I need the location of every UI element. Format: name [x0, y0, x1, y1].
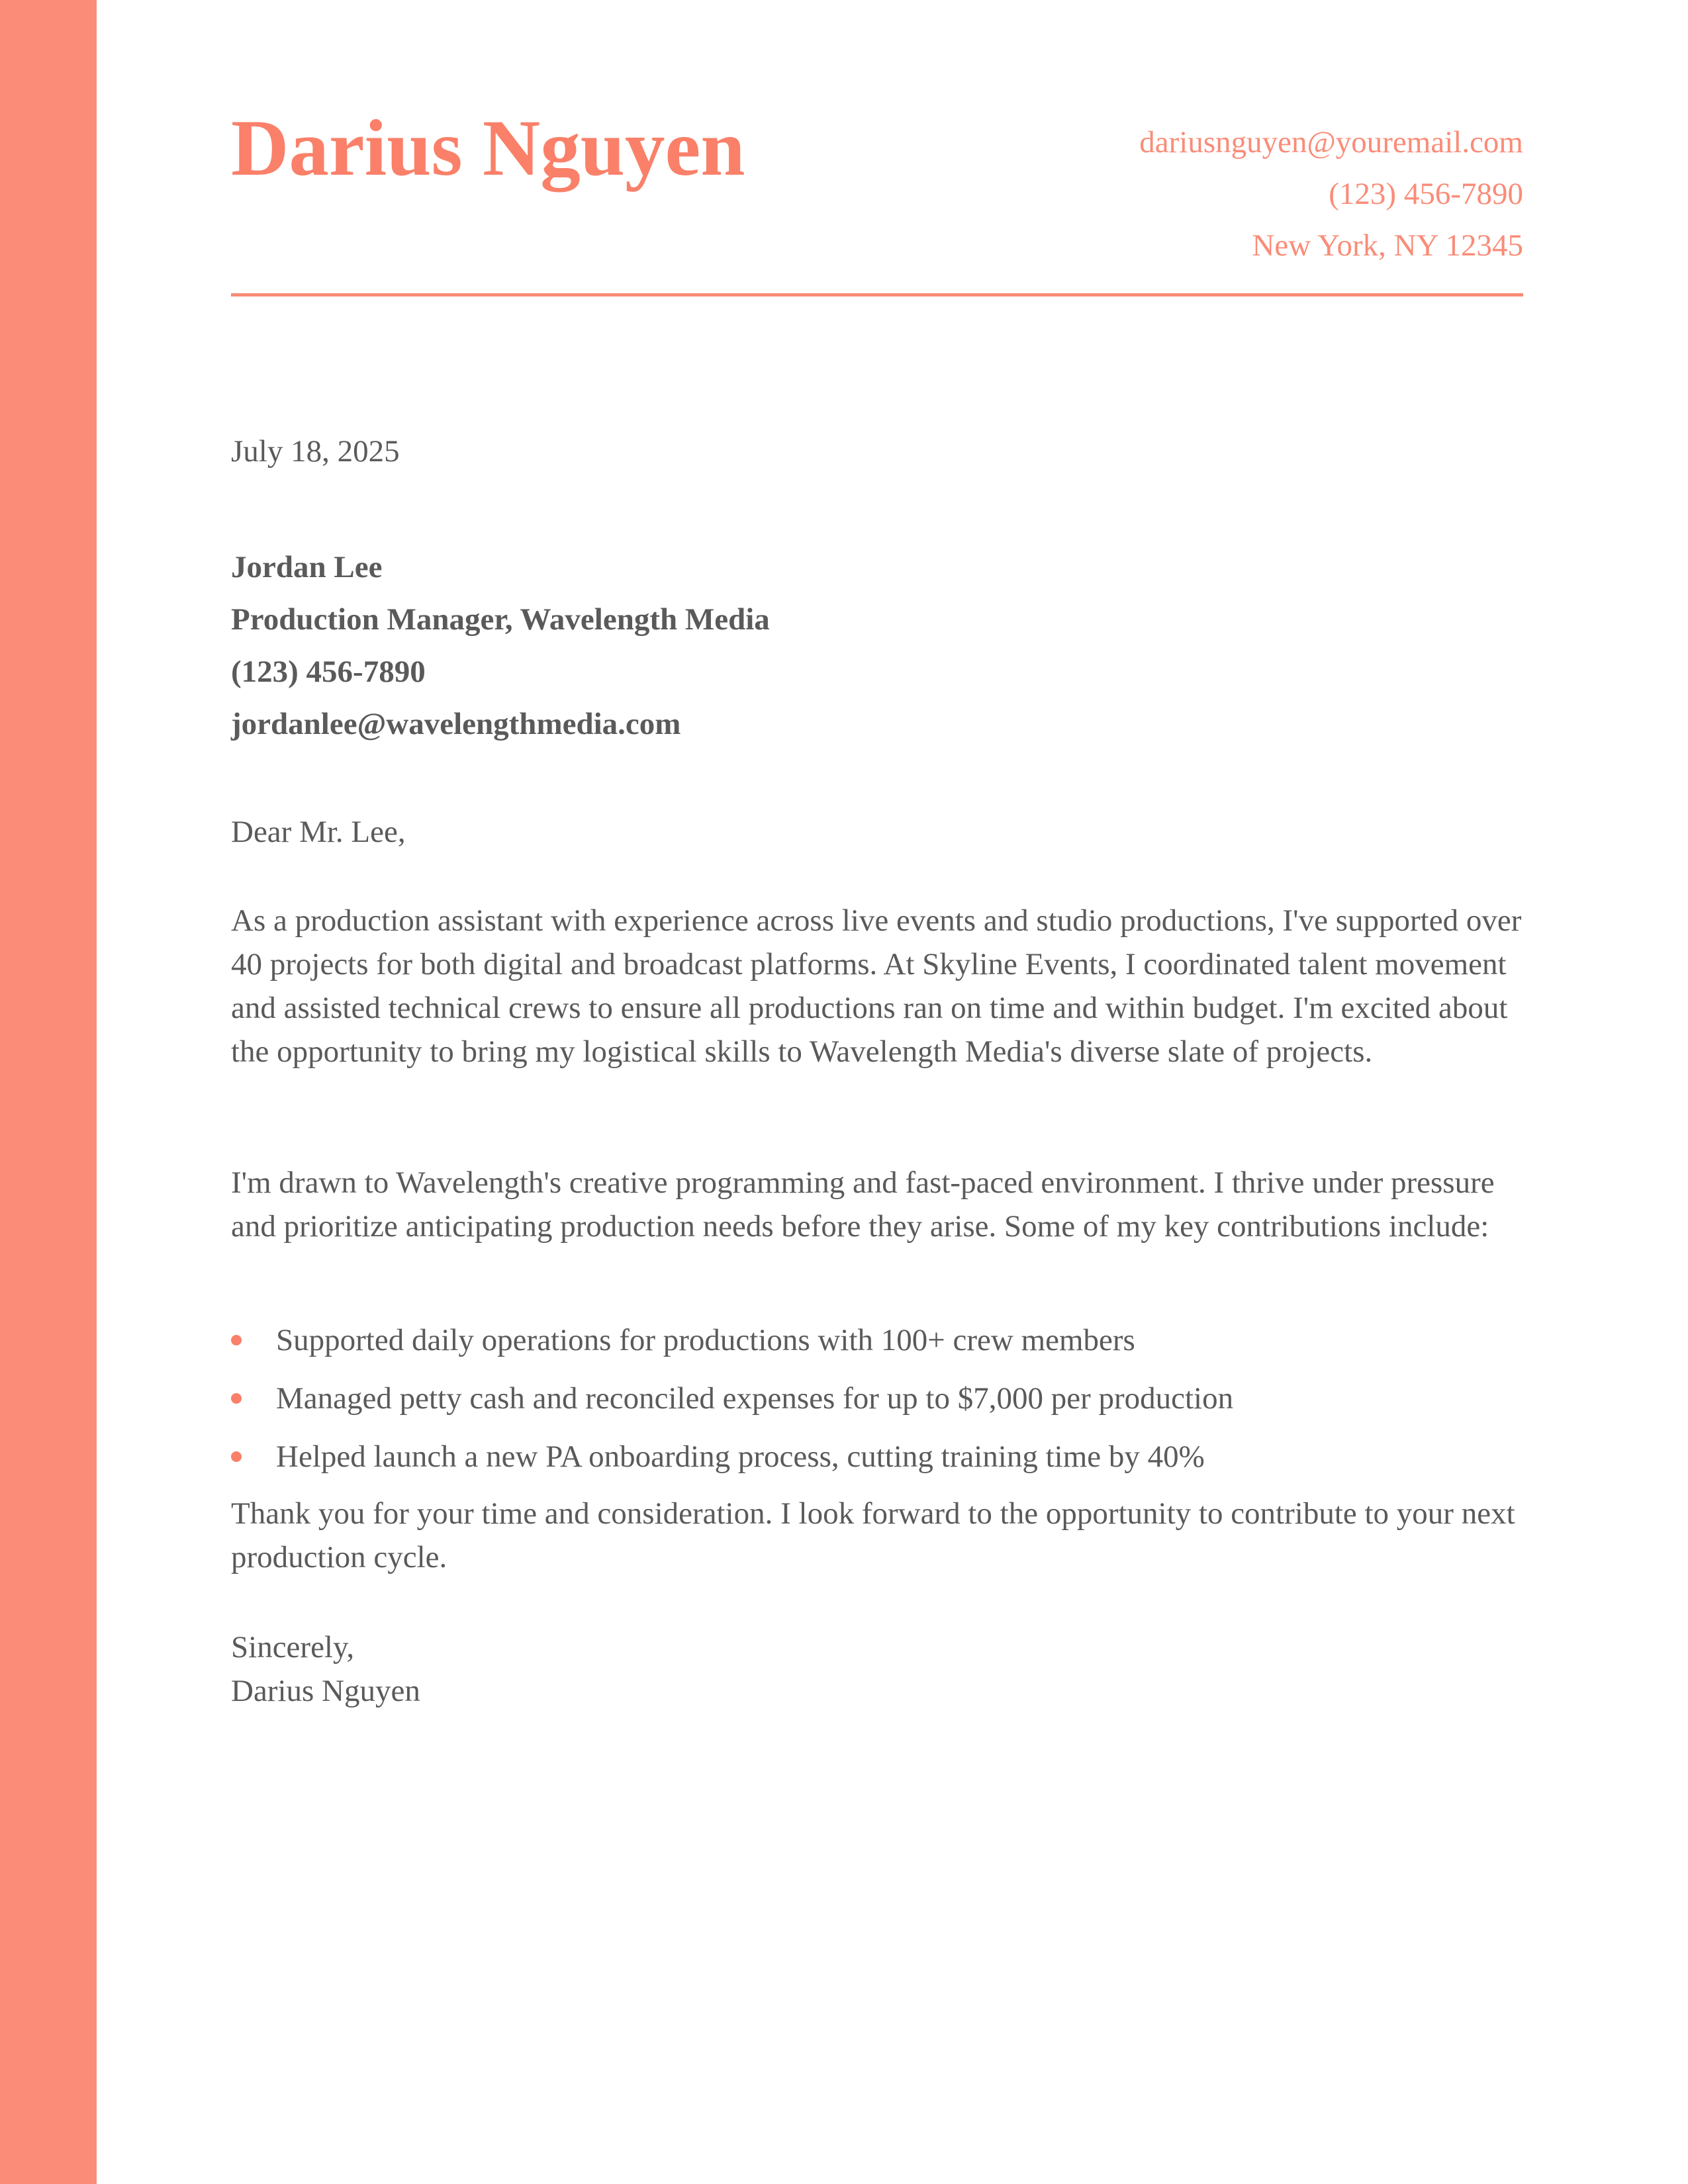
list-item-text: Managed petty cash and reconciled expenses for up to $7,000 per production	[276, 1381, 1234, 1416]
sender-phone: (123) 456-7890	[1329, 177, 1523, 211]
list-item	[231, 1435, 1523, 1493]
sender-location: New York, NY 12345	[1252, 228, 1523, 263]
list-item	[231, 1318, 1523, 1377]
body-paragraph-3: Thank you for your time and consideration. I look forward to the opportunity to contribute to your next production cycle.	[231, 1496, 1515, 1574]
bullet-dot-icon	[231, 1335, 242, 1345]
header-divider	[231, 293, 1523, 296]
bullet-dot-icon	[231, 1451, 242, 1462]
accent-side-bar	[0, 0, 97, 2184]
recipient-block	[231, 541, 770, 751]
recipient-email: jordanlee@wavelengthmedia.com	[231, 707, 681, 741]
letter-date: July 18, 2025	[231, 434, 400, 469]
signature-name: Darius Nguyen	[231, 1674, 420, 1708]
list-item-text: Supported daily operations for productions with 100+ crew members	[276, 1323, 1135, 1357]
sender-name: Darius Nguyen	[231, 104, 745, 193]
closing-phrase: Sincerely,	[231, 1630, 355, 1664]
recipient-phone: (123) 456-7890	[231, 655, 426, 689]
body-paragraph-1: As a production assistant with experience across live events and studio productions, I've supported over 40 projects for both digital and broadcast platforms. At Skyline Events, I coordinated talent movement and assisted technical crews to ensure all productions ran on time and within budget. I'm excited about the opportunity to bring my logistical skills to Wavelength Media's diverse slate of projects.	[231, 903, 1522, 1069]
closing-block	[231, 1625, 420, 1713]
contributions-list	[231, 1318, 1523, 1493]
sender-contact	[1139, 116, 1523, 271]
list-item	[231, 1377, 1523, 1435]
letter-header	[231, 0, 1523, 298]
letter-page	[231, 0, 1523, 1708]
recipient-title: Production Manager, Wavelength Media	[231, 602, 770, 637]
recipient-name: Jordan Lee	[231, 550, 383, 584]
list-item-text: Helped launch a new PA onboarding process, cutting training time by 40%	[276, 1439, 1205, 1474]
bullet-dot-icon	[231, 1393, 242, 1404]
sender-email: dariusnguyen@youremail.com	[1139, 125, 1523, 159]
body-paragraph-2: I'm drawn to Wavelength's creative programming and fast-paced environment. I thrive under pressure and prioritize anticipating production needs before they arise. Some of my key contributions include:	[231, 1165, 1495, 1244]
salutation: Dear Mr. Lee,	[231, 815, 406, 849]
